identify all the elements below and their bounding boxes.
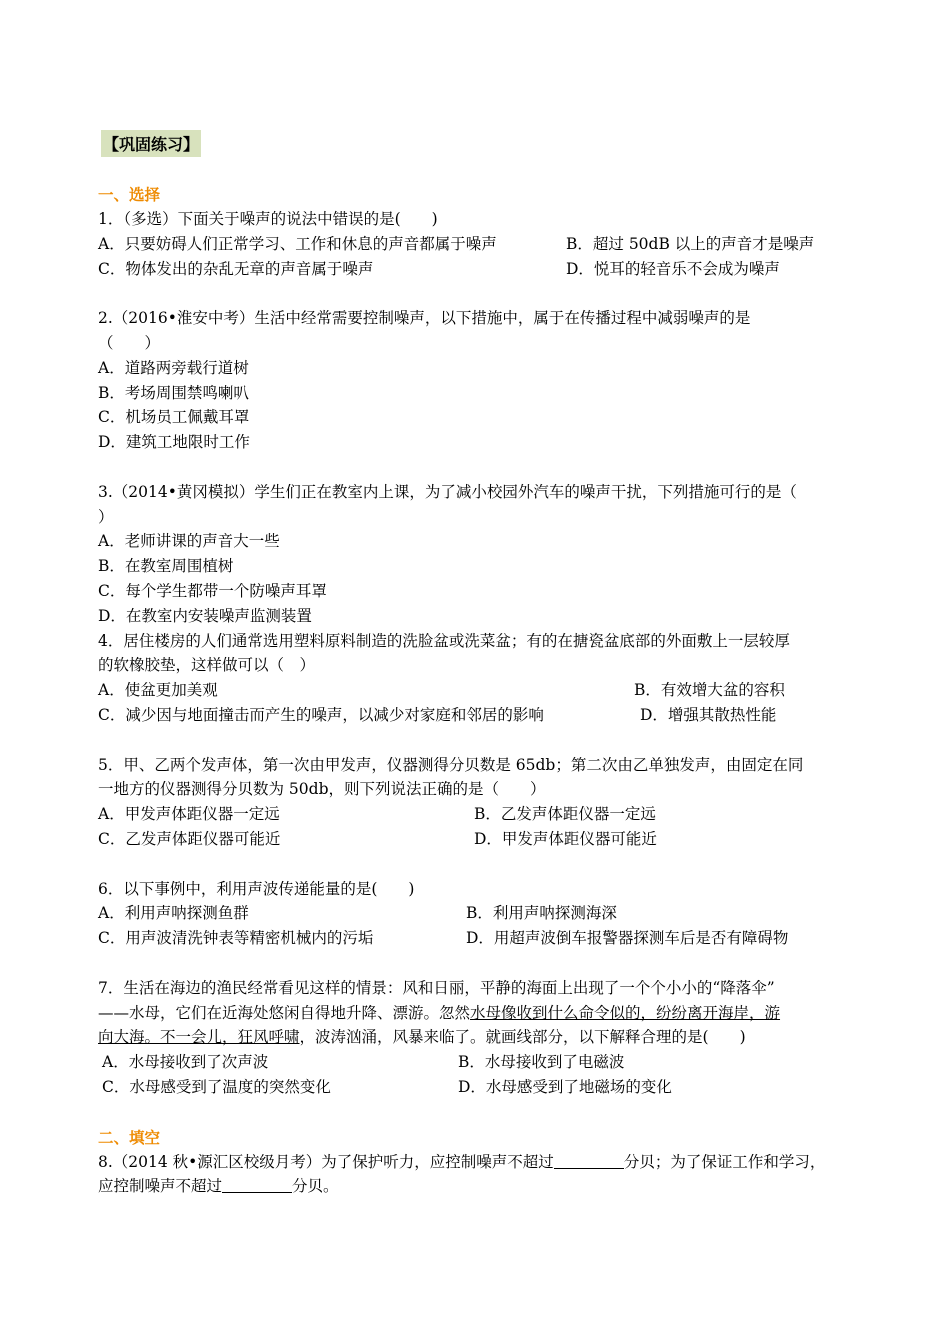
question-7-stem-line-3: 向大海。不一会儿，狂风呼啸，波涛汹涌，风暴来临了。就画线部分，以下解释合理的是( ) [98,1028,746,1047]
option-d: D．用超声波倒车报警器探测车后是否有障碍物 [466,929,789,948]
question-2-stem-cont: （ ） [98,333,161,352]
option-a: A．水母接收到了次声波 [102,1053,269,1072]
question-5-options-row-2 [98,827,858,852]
question-7-options-row-2 [98,1075,858,1100]
question-4-stem-cont: 的软橡胶垫，这样做可以（ ） [98,656,316,675]
option-c: C．乙发声体距仪器可能近 [98,829,281,848]
option-b: B．利用声呐探测海深 [466,904,617,923]
question-8-line-1: 8.（2014 秋•源汇区校级月考）为了保护听力，应控制噪声不超过 分贝；为了保证工作和学习， [98,1152,826,1171]
worksheet [98,130,858,1199]
option-a: A．甲发声体距仪器一定远 [98,805,280,824]
answer-blank-1[interactable] [554,1152,624,1169]
option-d: D．在教室内安装噪声监测装置 [98,606,312,625]
option-c: C．用声波清洗钟表等精密机械内的污垢 [98,929,374,948]
question-4-stem: 4．居住楼房的人们通常选用塑料原料制造的洗脸盆或洗菜盆；有的在搪瓷盆底部的外面敷上一层较厚 [98,631,790,650]
question-7-options-row-1 [98,1050,858,1075]
question-6-stem: 6．以下事例中，利用声波传递能量的是( ) [98,879,415,898]
question-6-options-row-2 [98,926,858,951]
option-b: B．考场周围禁鸣喇叭 [98,383,249,402]
question-1-options-row-1 [98,232,858,257]
question-1-options-row-2 [98,257,858,282]
underlined-passage: 向大海。不一会儿，狂风呼啸 [98,1028,300,1047]
option-b: B．水母接收到了电磁波 [458,1053,625,1072]
option-b: B．超过 50dB 以上的声音才是噪声 [566,234,815,253]
question-1-stem: 1．（多选）下面关于噪声的说法中错误的是( ) [98,210,438,228]
option-d: D．增强其散热性能 [640,705,777,724]
underlined-passage: 水母像收到什么命令似的，纷纷离开海岸，游 [470,1003,781,1022]
option-d: D．水母感受到了地磁场的变化 [458,1077,672,1096]
option-d: D．建筑工地限时工作 [98,433,250,452]
option-d: D．甲发声体距仪器可能近 [474,829,657,848]
question-3-stem: 3.（2014•黄冈模拟）学生们正在教室内上课，为了减小校园外汽车的噪声干扰，下列措施可行的是（ [98,482,797,501]
option-b: B．在教室周围植树 [98,557,234,576]
option-c: C．机场员工佩戴耳罩 [98,408,250,427]
question-5-stem: 5．甲、乙两个发声体，第一次由甲发声，仪器测得分贝数是 65db；第二次由乙单独发声，由固定在同 [98,755,804,774]
section-title-fill: 二、填空 [98,1128,161,1147]
option-a: A．只要妨碍人们正常学习、工作和休息的声音都属于噪声 [98,234,497,253]
option-a: A．利用声呐探测鱼群 [98,904,249,923]
question-7-stem: 7．生活在海边的渔民经常看见这样的情景：风和日丽，平静的海面上出现了一个个小小的“降落伞” [98,978,775,997]
option-d: D．悦耳的轻音乐不会成为噪声 [566,259,780,278]
question-8-line-2: 应控制噪声不超过 分贝。 [98,1177,339,1196]
question-4-options-row-1 [98,678,858,703]
question-5-options-row-1 [98,802,858,827]
option-c: C．水母感受到了温度的突然变化 [102,1077,331,1096]
question-5-stem-cont: 一地方的仪器测得分贝数为 50db，则下列说法正确的是（ ） [98,780,546,799]
section-header: 【巩固练习】 [101,130,201,157]
option-c: C．每个学生都带一个防噪声耳罩 [98,581,327,600]
question-6-options-row-1 [98,901,858,926]
section-title-choice: 一、选择 [98,186,161,204]
question-2-stem: 2.（2016•淮安中考）生活中经常需要控制噪声，以下措施中，属于在传播过程中减弱噪声的是 [98,309,751,328]
option-a: A．道路两旁载行道树 [98,358,249,377]
option-a: A．老师讲课的声音大一些 [98,532,280,551]
option-a: A．使盆更加美观 [98,681,218,700]
option-b: B．有效增大盆的容积 [634,681,785,700]
option-c: C．物体发出的杂乱无章的声音属于噪声 [98,259,374,278]
question-7-stem-line-2: ——水母，它们在近海处悠闲自得地升降、漂游。忽然水母像收到什么命令似的，纷纷离开海岸，游 [98,1003,781,1022]
answer-blank-2[interactable] [222,1176,292,1193]
option-b: B．乙发声体距仪器一定远 [474,805,656,824]
question-4-options-row-2 [98,703,858,728]
option-c: C．减少因与地面撞击而产生的噪声，以减少对家庭和邻居的影响 [98,705,544,724]
question-3-stem-cont: ） [98,507,114,526]
